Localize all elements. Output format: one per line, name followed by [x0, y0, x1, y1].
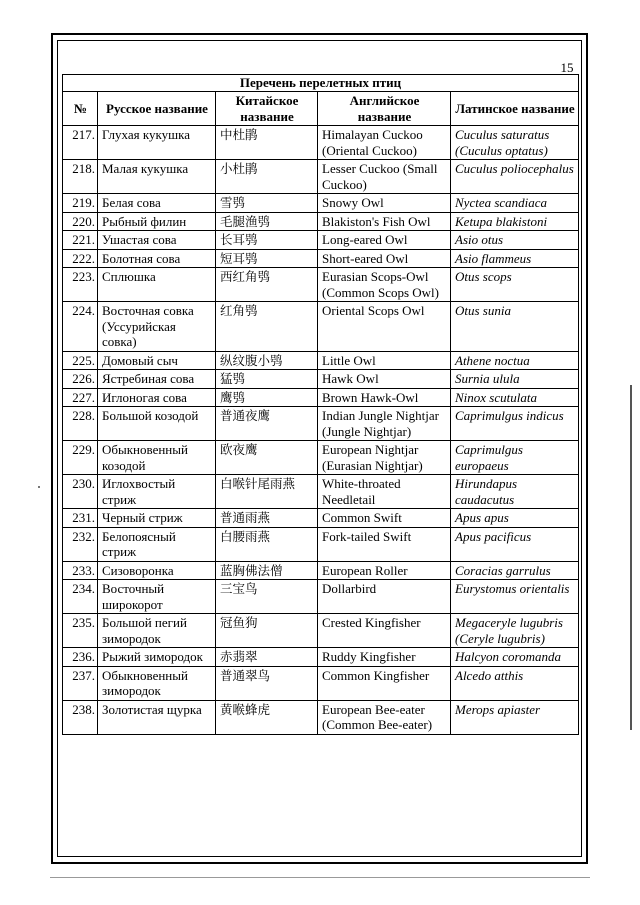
- header-russian: Русское название: [98, 92, 216, 126]
- cell-english-name: Indian Jungle Nightjar (Jungle Nightjar): [318, 407, 451, 441]
- cell-russian-name: Иглохвостый стриж: [98, 475, 216, 509]
- cell-number: 217.: [63, 126, 98, 160]
- cell-russian-name: Ушастая сова: [98, 231, 216, 250]
- cell-latin-name: Eurystomus orientalis: [451, 580, 579, 614]
- cell-english-name: White-throated Needletail: [318, 475, 451, 509]
- table-row: [63, 370, 579, 389]
- cell-chinese-name: 白腰雨燕: [216, 527, 318, 561]
- cell-chinese-name: 冠鱼狗: [216, 614, 318, 648]
- cell-russian-name: Черный стриж: [98, 509, 216, 528]
- table-row: [63, 441, 579, 475]
- migratory-birds-table: [62, 74, 579, 735]
- cell-english-name: European Roller: [318, 561, 451, 580]
- cell-number: 218.: [63, 160, 98, 194]
- cell-latin-name: Coracias garrulus: [451, 561, 579, 580]
- cell-english-name: European Bee-eater (Common Bee-eater): [318, 700, 451, 734]
- table-row: [63, 580, 579, 614]
- cell-chinese-name: 中杜鹃: [216, 126, 318, 160]
- cell-english-name: Short-eared Owl: [318, 249, 451, 268]
- cell-chinese-name: 赤翡翠: [216, 648, 318, 667]
- header-chinese: Китайское название: [216, 92, 318, 126]
- cell-chinese-name: 纵纹腹小鸮: [216, 351, 318, 370]
- cell-latin-name: Cuculus saturatus (Cuculus optatus): [451, 126, 579, 160]
- cell-number: 219.: [63, 194, 98, 213]
- cell-latin-name: Nyctea scandiaca: [451, 194, 579, 213]
- cell-russian-name: Обыкновенный зимородок: [98, 666, 216, 700]
- table-row: [63, 475, 579, 509]
- cell-russian-name: Сизоворонка: [98, 561, 216, 580]
- cell-russian-name: Белая сова: [98, 194, 216, 213]
- cell-russian-name: Большой козодой: [98, 407, 216, 441]
- cell-english-name: Snowy Owl: [318, 194, 451, 213]
- cell-number: 229.: [63, 441, 98, 475]
- table-row: [63, 614, 579, 648]
- cell-english-name: Lesser Cuckoo (Small Cuckoo): [318, 160, 451, 194]
- cell-latin-name: Apus pacificus: [451, 527, 579, 561]
- cell-chinese-name: 蓝胸佛法僧: [216, 561, 318, 580]
- cell-number: 223.: [63, 268, 98, 302]
- cell-latin-name: Ninox scutulata: [451, 388, 579, 407]
- header-english: Английское название: [318, 92, 451, 126]
- cell-latin-name: Alcedo atthis: [451, 666, 579, 700]
- cell-english-name: Hawk Owl: [318, 370, 451, 389]
- cell-latin-name: Athene noctua: [451, 351, 579, 370]
- table-row: [63, 527, 579, 561]
- cell-number: 228.: [63, 407, 98, 441]
- cell-english-name: Crested Kingfisher: [318, 614, 451, 648]
- cell-latin-name: Halcyon coromanda: [451, 648, 579, 667]
- cell-russian-name: Малая кукушка: [98, 160, 216, 194]
- cell-russian-name: Домовый сыч: [98, 351, 216, 370]
- cell-number: 234.: [63, 580, 98, 614]
- cell-russian-name: Иглоногая сова: [98, 388, 216, 407]
- cell-latin-name: Asio otus: [451, 231, 579, 250]
- cell-number: 226.: [63, 370, 98, 389]
- table-row: [63, 351, 579, 370]
- cell-number: 238.: [63, 700, 98, 734]
- page-number: 15: [560, 60, 574, 75]
- cell-russian-name: Белопоясный стриж: [98, 527, 216, 561]
- cell-chinese-name: 普通夜鹰: [216, 407, 318, 441]
- cell-number: 235.: [63, 614, 98, 648]
- table-body: [63, 126, 579, 735]
- cell-chinese-name: 雪鸮: [216, 194, 318, 213]
- cell-chinese-name: 鹰鸮: [216, 388, 318, 407]
- cell-number: 236.: [63, 648, 98, 667]
- table-row: [63, 561, 579, 580]
- table-row: [63, 388, 579, 407]
- cell-number: 231.: [63, 509, 98, 528]
- cell-english-name: Long-eared Owl: [318, 231, 451, 250]
- table-row: [63, 249, 579, 268]
- cell-latin-name: Otus sunia: [451, 302, 579, 352]
- table-title: Перечень перелетных птиц: [63, 75, 579, 92]
- table-row: [63, 194, 579, 213]
- cell-latin-name: Hirundapus caudacutus: [451, 475, 579, 509]
- cell-russian-name: Восточный широкорот: [98, 580, 216, 614]
- cell-english-name: Eurasian Scops-Owl (Common Scops Owl): [318, 268, 451, 302]
- cell-chinese-name: 三宝鸟: [216, 580, 318, 614]
- cell-russian-name: Рыжий зимородок: [98, 648, 216, 667]
- cell-russian-name: Большой пегий зимородок: [98, 614, 216, 648]
- cell-russian-name: Ястребиная сова: [98, 370, 216, 389]
- cell-chinese-name: 欧夜鹰: [216, 441, 318, 475]
- cell-chinese-name: 短耳鸮: [216, 249, 318, 268]
- cell-number: 220.: [63, 212, 98, 231]
- cell-english-name: Common Kingfisher: [318, 666, 451, 700]
- cell-english-name: Ruddy Kingfisher: [318, 648, 451, 667]
- scan-speck: [38, 486, 40, 488]
- cell-number: 230.: [63, 475, 98, 509]
- table-row: [63, 648, 579, 667]
- cell-latin-name: Apus apus: [451, 509, 579, 528]
- cell-chinese-name: 白喉针尾雨燕: [216, 475, 318, 509]
- table-title-row: [63, 75, 579, 92]
- cell-latin-name: Caprimulgus indicus: [451, 407, 579, 441]
- cell-russian-name: Сплюшка: [98, 268, 216, 302]
- table-header-row: [63, 92, 579, 126]
- cell-latin-name: Surnia ulula: [451, 370, 579, 389]
- cell-latin-name: Merops apiaster: [451, 700, 579, 734]
- table-row: [63, 302, 579, 352]
- cell-english-name: Oriental Scops Owl: [318, 302, 451, 352]
- cell-number: 224.: [63, 302, 98, 352]
- cell-chinese-name: 长耳鸮: [216, 231, 318, 250]
- bird-table-container: [62, 74, 578, 735]
- table-row: [63, 268, 579, 302]
- cell-chinese-name: 普通翠鸟: [216, 666, 318, 700]
- cell-number: 221.: [63, 231, 98, 250]
- cell-english-name: Common Swift: [318, 509, 451, 528]
- cell-latin-name: Megaceryle lugubris (Ceryle lugubris): [451, 614, 579, 648]
- cell-russian-name: Болотная сова: [98, 249, 216, 268]
- scan-edge-line: [630, 385, 632, 730]
- cell-english-name: Little Owl: [318, 351, 451, 370]
- cell-number: 232.: [63, 527, 98, 561]
- cell-number: 222.: [63, 249, 98, 268]
- table-row: [63, 126, 579, 160]
- table-row: [63, 700, 579, 734]
- cell-russian-name: Рыбный филин: [98, 212, 216, 231]
- table-row: [63, 407, 579, 441]
- header-num: №: [63, 92, 98, 126]
- table-row: [63, 212, 579, 231]
- cell-english-name: Brown Hawk-Owl: [318, 388, 451, 407]
- cell-english-name: Dollarbird: [318, 580, 451, 614]
- cell-chinese-name: 红角鸮: [216, 302, 318, 352]
- cell-number: 233.: [63, 561, 98, 580]
- cell-chinese-name: 西红角鸮: [216, 268, 318, 302]
- cell-russian-name: Глухая кукушка: [98, 126, 216, 160]
- cell-chinese-name: 普通雨燕: [216, 509, 318, 528]
- cell-russian-name: Золотистая щурка: [98, 700, 216, 734]
- cell-english-name: European Nightjar (Eurasian Nightjar): [318, 441, 451, 475]
- cell-latin-name: Caprimulgus europaeus: [451, 441, 579, 475]
- scan-bottom-line: [50, 877, 590, 878]
- table-row: [63, 160, 579, 194]
- cell-latin-name: Cuculus poliocephalus: [451, 160, 579, 194]
- cell-chinese-name: 黄喉蜂虎: [216, 700, 318, 734]
- cell-chinese-name: 毛腿渔鸮: [216, 212, 318, 231]
- cell-number: 227.: [63, 388, 98, 407]
- table-row: [63, 666, 579, 700]
- cell-english-name: Fork-tailed Swift: [318, 527, 451, 561]
- cell-latin-name: Asio flammeus: [451, 249, 579, 268]
- cell-russian-name: Восточная совка (Уссурийская совка): [98, 302, 216, 352]
- cell-latin-name: Otus scops: [451, 268, 579, 302]
- cell-chinese-name: 猛鸮: [216, 370, 318, 389]
- cell-number: 225.: [63, 351, 98, 370]
- table-row: [63, 231, 579, 250]
- table-row: [63, 509, 579, 528]
- cell-number: 237.: [63, 666, 98, 700]
- cell-latin-name: Ketupa blakistoni: [451, 212, 579, 231]
- cell-english-name: Blakiston's Fish Owl: [318, 212, 451, 231]
- cell-russian-name: Обыкновенный козодой: [98, 441, 216, 475]
- cell-english-name: Himalayan Cuckoo (Oriental Cuckoo): [318, 126, 451, 160]
- cell-chinese-name: 小杜鹃: [216, 160, 318, 194]
- header-latin: Латинское название: [451, 92, 579, 126]
